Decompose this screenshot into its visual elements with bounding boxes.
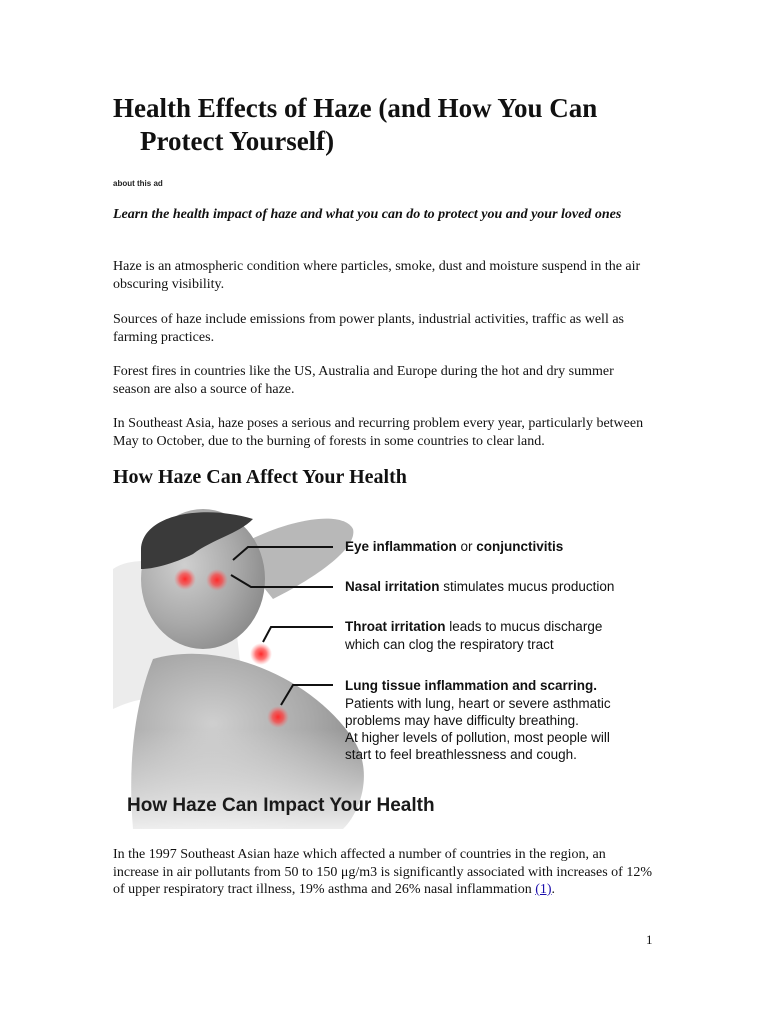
nasal-callout: Nasal irritation stimulates mucus production (345, 579, 615, 594)
eye-marker (174, 568, 196, 590)
throat-callout-line-2: which can clog the respiratory tract (345, 637, 554, 652)
lung-callout-line-4: At higher levels of pollution, most people will (345, 730, 610, 745)
paragraph-3: Forest fires in countries like the US, Australia and Europe during the hot and dry summer season are also a source of haze. (113, 364, 614, 397)
paragraph-1: Haze is an atmospheric condition where particles, smoke, dust and moisture suspend in the air obscuring visibility. (113, 259, 641, 292)
page-number: 1 (646, 932, 653, 947)
figure-caption: How Haze Can Impact Your Health (127, 795, 435, 816)
title-line-1: Health Effects of Haze (and How You Can (113, 93, 598, 123)
paragraph-2: Sources of haze include emissions from power plants, industrial activities, traffic as well as farming practices. (113, 312, 624, 345)
throat-marker (250, 643, 272, 665)
title-line-2: Protect Yourself) (140, 126, 335, 156)
about-this-ad-link[interactable]: about this ad (113, 179, 163, 188)
lead-paragraph: Learn the health impact of haze and what you can do to protect you and your loved ones (113, 207, 622, 222)
lung-marker (267, 706, 289, 728)
closing-end: . (551, 882, 556, 897)
closing-text: In the 1997 Southeast Asian haze which affected a number of countries in the region, an increase in air pollutants from 50 to 150 μg/m3 is significantly associated with increases of 12% of upper respiratory tract illness, 19% asthma and 26% nasal inflammation (113, 847, 652, 897)
citation-link[interactable]: (1) (535, 882, 552, 897)
lung-callout-line-5: start to feel breathlessness and cough. (345, 747, 577, 762)
lung-callout: Lung tissue inflammation and scarring. (345, 678, 598, 693)
throat-callout: Throat irritation leads to mucus discharge (345, 619, 603, 634)
eye-callout: Eye inflammation or conjunctivitis (345, 539, 564, 554)
page-title (113, 92, 673, 158)
closing-paragraph (113, 846, 653, 899)
section-heading: How Haze Can Affect Your Health (113, 466, 407, 488)
lung-callout-line-3: problems may have difficulty breathing. (345, 713, 579, 728)
nose-marker (206, 569, 228, 591)
paragraph-4: In Southeast Asia, haze poses a serious and recurring problem every year, particularly between May to October, due to the burning of forests in some countries to clear land. (113, 416, 644, 449)
lung-callout-line-2: Patients with lung, heart or severe asthmatic (345, 696, 611, 711)
haze-health-infographic (113, 509, 653, 829)
